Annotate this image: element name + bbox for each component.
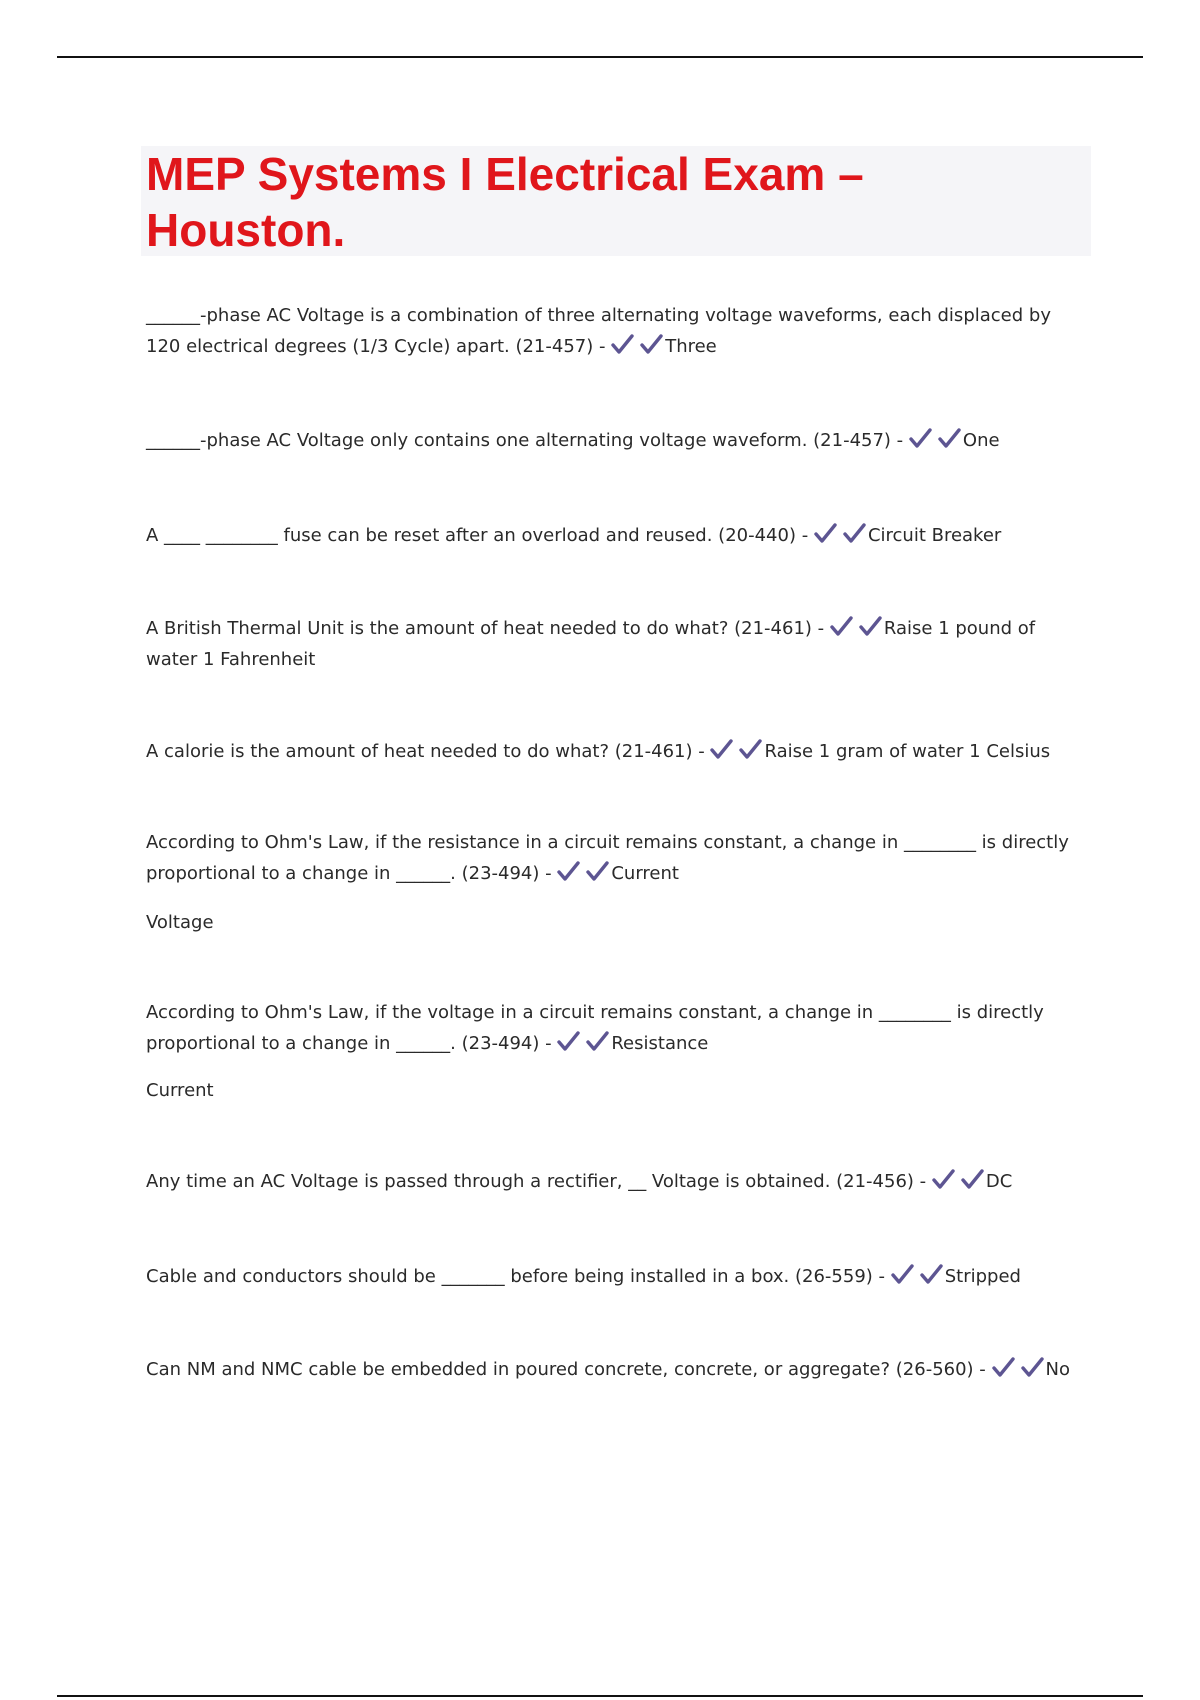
checkmark-icon	[814, 523, 837, 544]
question-text: According to Ohm's Law, if the resistance in a circuit remains constant, a change in ________ is directly proportional to a change in ______. (23-494)	[146, 832, 1069, 884]
answer-text: Resistance	[611, 1033, 709, 1054]
answer-text: Raise 1 gram of water 1 Celsius	[764, 741, 1051, 762]
document-title: MEP Systems I Electrical Exam – Houston.	[146, 148, 864, 256]
answer-text: DC	[985, 1171, 1013, 1192]
checkmark-icon	[932, 1169, 955, 1190]
answer-text: Three	[665, 336, 717, 357]
qa-item: A calorie is the amount of heat needed to do what? (21-461) - Raise 1 gram of water 1 Celsius	[146, 741, 1051, 762]
question-text: Cable and conductors should be _______ before being installed in a box. (26-559)	[146, 1266, 873, 1287]
checkmark-icon	[938, 428, 961, 449]
answer-continuation: Current	[146, 1080, 214, 1101]
question-text: A calorie is the amount of heat needed to do what? (21-461)	[146, 741, 693, 762]
checkmark-icon	[739, 739, 762, 760]
answer-text: No	[1045, 1359, 1071, 1380]
question-text: A ____ ________ fuse can be reset after an overload and reused. (20-440)	[146, 525, 796, 546]
question-text: Any time an AC Voltage is passed through a rectifier, __ Voltage is obtained. (21-456)	[146, 1171, 914, 1192]
question-text: ______-phase AC Voltage only contains one alternating voltage waveform. (21-457)	[146, 430, 891, 451]
checkmark-icon	[891, 1264, 914, 1285]
checkmark-icon	[710, 739, 733, 760]
checkmark-icon	[557, 861, 580, 882]
question-text: A British Thermal Unit is the amount of heat needed to do what? (21-461)	[146, 618, 812, 639]
answer-text: Stripped	[944, 1266, 1021, 1287]
checkmark-icon	[611, 334, 634, 355]
qa-item: According to Ohm's Law, if the resistance in a circuit remains constant, a change in ________ is directly proportional to a change in ______. (23-494) - Current	[146, 832, 1069, 884]
checkmark-icon	[1021, 1357, 1044, 1378]
checkmark-icon	[859, 616, 882, 637]
qa-item: ______-phase AC Voltage only contains one alternating voltage waveform. (21-457) - One	[146, 430, 1000, 451]
checkmark-icon	[586, 1031, 609, 1052]
checkmark-icon	[830, 616, 853, 637]
qa-item: Can NM and NMC cable be embedded in poured concrete, concrete, or aggregate? (26-560) - No	[146, 1359, 1071, 1380]
qa-item: A ____ ________ fuse can be reset after an overload and reused. (20-440) - Circuit Breaker	[146, 525, 1002, 546]
checkmark-icon	[843, 523, 866, 544]
qa-item: Cable and conductors should be _______ before being installed in a box. (26-559) - Stripped	[146, 1266, 1021, 1287]
page-top-rule	[57, 56, 1143, 58]
qa-item: According to Ohm's Law, if the voltage in a circuit remains constant, a change in ________ is directly proportional to a change in ______. (23-494) - Resistance	[146, 1002, 1044, 1054]
checkmark-icon	[992, 1357, 1015, 1378]
answer-text: Current	[611, 863, 679, 884]
checkmark-icon	[640, 334, 663, 355]
qa-item: ______-phase AC Voltage is a combination of three alternating voltage waveforms, each displaced by 120 electrical degrees (1/3 Cycle) apart. (21-457) - Three	[146, 305, 1051, 357]
qa-item: Any time an AC Voltage is passed through a rectifier, __ Voltage is obtained. (21-456) - DC	[146, 1171, 1013, 1192]
page-bottom-rule	[57, 1695, 1143, 1697]
question-text: Can NM and NMC cable be embedded in poured concrete, concrete, or aggregate? (26-560)	[146, 1359, 974, 1380]
checkmark-icon	[557, 1031, 580, 1052]
answer-text: Circuit Breaker	[867, 525, 1002, 546]
answer-continuation: Voltage	[146, 912, 214, 933]
checkmark-icon	[909, 428, 932, 449]
answer-text: One	[962, 430, 1000, 451]
answer-text: Raise 1 pound of water 1 Fahrenheit	[146, 618, 1036, 670]
checkmark-icon	[920, 1264, 943, 1285]
question-text: ______-phase AC Voltage is a combination of three alternating voltage waveforms, each displaced by 120 electrical degrees (1/3 Cycle) apart. (21-457)	[146, 305, 1051, 357]
checkmark-icon	[586, 861, 609, 882]
qa-item: A British Thermal Unit is the amount of heat needed to do what? (21-461) - Raise 1 pound of water 1 Fahrenheit	[146, 618, 1036, 670]
question-text: According to Ohm's Law, if the voltage in a circuit remains constant, a change in ________ is directly proportional to a change in ______. (23-494)	[146, 1002, 1044, 1054]
checkmark-icon	[961, 1169, 984, 1190]
